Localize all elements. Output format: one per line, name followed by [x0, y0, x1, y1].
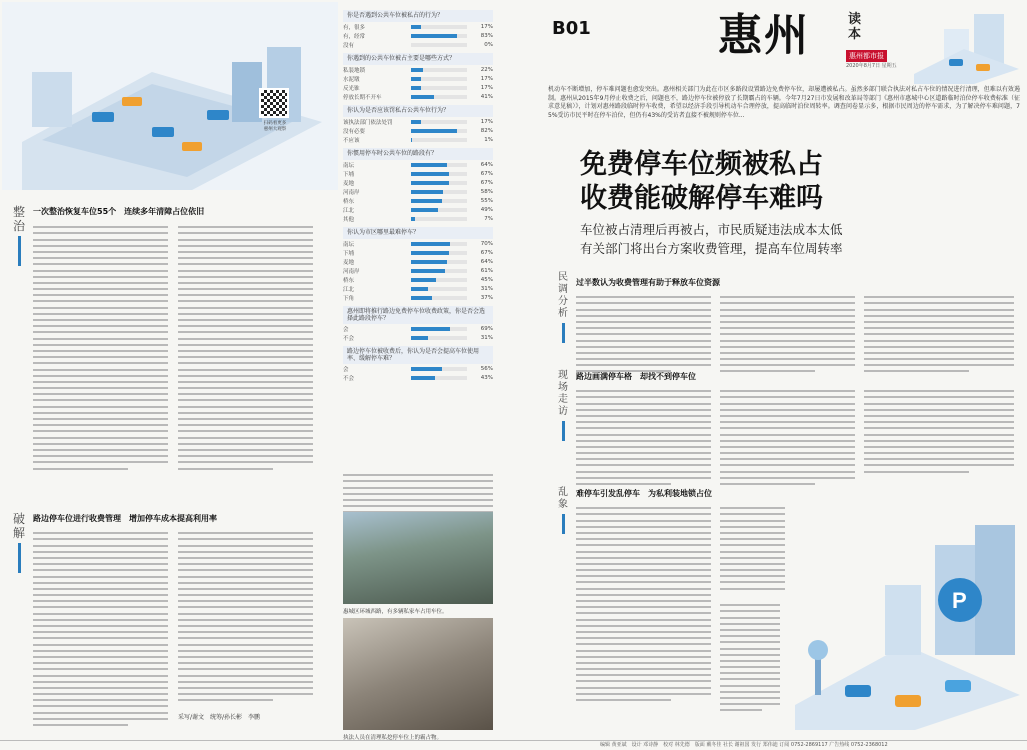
poll-percent: 56%: [480, 365, 493, 372]
section-label-poxie: [12, 512, 26, 573]
poll-option-label: 南坛: [343, 241, 355, 248]
poll-option-label: 私装地锁: [343, 67, 366, 74]
poll-row: [343, 324, 493, 333]
poll-bar-fill: [411, 129, 457, 133]
poll-bar-track: [411, 68, 467, 72]
parking-p-icon-art: [785, 505, 1023, 730]
poll-percent: 49%: [480, 206, 493, 213]
section-title-luanxiang: 难停车引发乱停车 为私利装地锁占位: [576, 489, 712, 498]
poll-row: [343, 205, 493, 214]
poll-bar-track: [411, 25, 467, 29]
label-bar: [18, 543, 21, 573]
poll-row: [343, 275, 493, 284]
label-bar: [562, 323, 565, 343]
poll-option-label: 有，经常: [343, 33, 366, 40]
city-parking-icon-art: [904, 4, 1022, 84]
poll-bar-fill: [411, 336, 428, 340]
poll-row: [343, 65, 493, 74]
poll-bar-track: [411, 367, 467, 371]
poll-percent: 1%: [484, 136, 493, 143]
svg-text:P: P: [952, 588, 967, 613]
poll-bar-fill: [411, 172, 449, 176]
section-title-poxie: 路边停车位进行收费管理 增加停车成本提高利用率: [33, 514, 217, 523]
poll-bar-track: [411, 260, 467, 264]
poll-option-label: 江北: [343, 286, 355, 293]
poll-bar-fill: [411, 120, 421, 124]
poll-option-label: 下埔: [343, 250, 355, 257]
poll-bar-track: [411, 129, 467, 133]
poll-bar-fill: [411, 296, 432, 300]
poll-row: [343, 257, 493, 266]
poll-percent: 31%: [480, 334, 493, 341]
poll-bar-track: [411, 376, 467, 380]
section-title-xianchang: 路边画满停车格 却找不到停车位: [576, 372, 696, 381]
poll-option-label: 停放长期不开车: [343, 94, 382, 101]
poll-option-label: 不应该: [343, 137, 360, 144]
poll-row: [343, 178, 493, 187]
poll-bar-fill: [411, 34, 457, 38]
poll-percent: 70%: [480, 240, 493, 247]
poll-percent: 22%: [480, 66, 493, 73]
label-bar: [562, 421, 565, 441]
poll-bar-track: [411, 296, 467, 300]
poll-bar-track: [411, 43, 467, 47]
poll-option-label: 没有必要: [343, 128, 366, 135]
poll-bar-track: [411, 217, 467, 221]
poll-bar-track: [411, 163, 467, 167]
section-label-xianchang: [556, 370, 570, 441]
poll-bar-fill: [411, 199, 442, 203]
poll-option-label: 没有: [343, 42, 355, 49]
section-label-minxun: [556, 272, 570, 343]
poll-bar-track: [411, 190, 467, 194]
poll-percent: 67%: [480, 170, 493, 177]
poll-row: [343, 284, 493, 293]
poll-percent: 55%: [480, 197, 493, 204]
poll-bar-track: [411, 269, 467, 273]
poll-row: [343, 196, 493, 205]
footer-text: 编辑 黄亚斌 设计 邓诗静 校对 林先德 版面 戴冬佳 社长 谢祖国 发行 郑伟迪 订阅 0752-2869117 广告热线 0752-2368012: [600, 742, 888, 748]
poll-bar-fill: [411, 77, 421, 81]
poll-question: 你认为市区哪里最难停车？: [343, 227, 493, 239]
poll-percent: 64%: [480, 258, 493, 265]
poll-row: [343, 92, 493, 101]
photo-caption-2: 执法人员在清理私挖停车位上的霸占物。: [343, 735, 443, 741]
body-text-col8: [864, 292, 1014, 377]
poll-bar-fill: [411, 138, 412, 142]
poll-option-label: 水泥墩: [343, 76, 360, 83]
poll-bar-fill: [411, 327, 450, 331]
headline-sub2: 有关部门将出台方案收费管理，提高车位周转率: [580, 241, 843, 256]
poll-option-label: 有，很多: [343, 24, 366, 31]
poll-bar-fill: [411, 190, 443, 194]
poll-bar-track: [411, 120, 467, 124]
label-text: 民调分析: [558, 272, 568, 319]
poll-bar-track: [411, 86, 467, 90]
poll-option-label: 南坛: [343, 162, 355, 169]
poll-row: [343, 373, 493, 382]
byline: 采写/谢文 统筹/孙长彬 李鹏: [178, 714, 261, 721]
top-right-illustration: [904, 4, 1022, 84]
poll-bar-track: [411, 242, 467, 246]
poll-row: [343, 266, 493, 275]
body-text-col9: [576, 386, 711, 489]
label-text: 破解: [12, 512, 25, 540]
poll-row: [343, 135, 493, 144]
poll-bar-fill: [411, 25, 421, 29]
poll-bar-track: [411, 199, 467, 203]
body-text-col10: [720, 386, 855, 489]
poll-percent: 17%: [480, 84, 493, 91]
bottom-right-illustration: [785, 505, 1023, 730]
poll-bar-track: [411, 77, 467, 81]
poll-percent: 61%: [480, 267, 493, 274]
poll-row: [343, 187, 493, 196]
poll-bar-track: [411, 278, 467, 282]
lead-paragraph: 机动车不断增加，停车难问题也愈发突出。惠州相关部门为此在市区多路段设置路边免费停车位，却屡遭被私占。虽然多部门联合执法对私占车位的情况进行清理，但难以有效遏制。惠州从2015年9月停止收费之后，问题也不，路边停车位被停放了长期霸占的车辆。今年7月27日市发展和改革局等部门《惠州市惠城中心区道路临时泊位停车收费标准（征求意见稿）》，计划对惠州路段临时停车收费，希望以经济手段引导机动车合理停放，提高临时泊位周转率。调查问卷显示多，根据市民周边的停车需求，为了解决停车难问题，75%受访市民平时在停车泊位，但仍有43%的受访者直接不被规则停车位...: [548, 86, 1020, 119]
poll-bar-fill: [411, 181, 449, 185]
poll-bar-track: [411, 138, 467, 142]
poll-row: [343, 333, 493, 342]
poll-question: 你认为是否应该罚私占公共车位行为？: [343, 105, 493, 117]
body-text-col7: [720, 292, 855, 377]
poll-percent: 17%: [480, 75, 493, 82]
poll-option-label: 江北: [343, 207, 355, 214]
label-text: 现场走访: [558, 370, 568, 417]
poll-bar-fill: [411, 269, 445, 273]
poll-bar-fill: [411, 208, 438, 212]
label-bar: [562, 514, 565, 534]
section-label-luanxiang: [556, 487, 570, 534]
poll-row: [343, 40, 493, 49]
headline-line1: 免费停车位频被私占: [580, 149, 823, 180]
poll-percent: 17%: [480, 118, 493, 125]
poll-bar-fill: [411, 86, 421, 90]
poll-percent: 83%: [480, 32, 493, 39]
poll-bar-fill: [411, 376, 435, 380]
poll-bar-track: [411, 336, 467, 340]
poll-percent: 37%: [480, 294, 493, 301]
poll-bar-fill: [411, 287, 428, 291]
masthead-subtitle: 惠州都市报: [846, 50, 887, 62]
poll-bar-track: [411, 327, 467, 331]
poll-row: [343, 74, 493, 83]
poll-bar-track: [411, 34, 467, 38]
body-text-col12: [576, 503, 711, 705]
poll-bar-fill: [411, 68, 423, 72]
headline-sub1: 车位被占清理后再被占，市民质疑违法成本太低: [580, 222, 843, 237]
poll-option-label: 会: [343, 366, 349, 373]
poll-row: [343, 169, 493, 178]
poll-row: [343, 83, 493, 92]
body-text-col11: [864, 386, 1014, 477]
body-text-col4: [178, 528, 313, 705]
poll-option-label: 桥东: [343, 198, 355, 205]
poll-bar-track: [411, 287, 467, 291]
poll-percent: 43%: [480, 374, 493, 381]
body-text-col3: [33, 528, 168, 730]
poll-option-label: 会: [343, 326, 349, 333]
poll-option-label: 河南岸: [343, 189, 360, 196]
poll-percent: 41%: [480, 93, 493, 100]
poll-bar-track: [411, 172, 467, 176]
poll-percent: 67%: [480, 249, 493, 256]
poll-bar-fill: [411, 163, 447, 167]
poll-percent: 17%: [480, 23, 493, 30]
poll-row: [343, 160, 493, 169]
poll-bar-fill: [411, 251, 449, 255]
body-text-col14: [720, 600, 780, 716]
poll-bar-fill: [411, 260, 447, 264]
poll-percent: 64%: [480, 161, 493, 168]
masthead-date: 2020年8月7日 星期五: [846, 63, 897, 69]
poll-row: [343, 31, 493, 40]
photo-caption-1: 惠城区环城西路，有多辆私家车占用车位。: [343, 609, 448, 615]
body-text-col1: [33, 222, 168, 474]
poll-row: [343, 126, 493, 135]
label-bar: [18, 236, 21, 266]
poll-question: 路边停车位被收费后，你认为是否会提高车位使用率、缓解停车难？: [343, 346, 493, 364]
poll-row: [343, 364, 493, 373]
poll-option-label: 反光锥: [343, 85, 360, 92]
poll-percent: 82%: [480, 127, 493, 134]
poll-option-label: 其他: [343, 216, 355, 223]
section-label-zhengzhi: [12, 205, 26, 266]
poll-percent: 0%: [484, 41, 493, 48]
label-text: 整治: [12, 205, 25, 233]
poll-row: [343, 22, 493, 31]
masthead-title: 惠州: [718, 10, 810, 61]
poll-percent: 67%: [480, 179, 493, 186]
section-title-zhengzhi: 一次整治恢复车位55个 连续多年清障占位依旧: [33, 207, 205, 216]
poll-bar-track: [411, 208, 467, 212]
poll-option-label: 麦地: [343, 259, 355, 266]
poll-question: 你是否遇到公共车位被私占的行为？: [343, 10, 493, 22]
poll-percent: 7%: [484, 215, 493, 222]
poll-percent: 31%: [480, 285, 493, 292]
poll-row: [343, 239, 493, 248]
poll-option-label: 该执法部门依法处罚: [343, 119, 393, 126]
section-title-minxun: 过半数认为收费管理有助于释放车位资源: [576, 278, 720, 287]
photo-parked-cars[interactable]: [343, 512, 493, 604]
poll-option-label: 河南岸: [343, 268, 360, 275]
poll-percent: 45%: [480, 276, 493, 283]
poll-option-label: 不会: [343, 375, 355, 382]
poll-option-label: 下埔: [343, 171, 355, 178]
poll-panel: [343, 6, 493, 466]
page-code: B01: [552, 18, 591, 39]
poll-row: [343, 248, 493, 257]
label-text: 乱象: [558, 487, 568, 510]
qr-code[interactable]: [259, 88, 289, 118]
masthead-side: 读本: [848, 12, 862, 42]
body-text-col6: [576, 292, 711, 377]
poll-option-label: 不会: [343, 335, 355, 342]
poll-option-label: 桥东: [343, 277, 355, 284]
poll-row: [343, 293, 493, 302]
poll-question: 你惯用停车时公共车位的路段有？: [343, 148, 493, 160]
poll-bar-fill: [411, 95, 434, 99]
poll-percent: 69%: [480, 325, 493, 332]
poll-bar-track: [411, 251, 467, 255]
photo-enforcement[interactable]: [343, 618, 493, 730]
poll-row: [343, 117, 493, 126]
poll-option-label: 下角: [343, 295, 355, 302]
poll-bar-track: [411, 95, 467, 99]
poll-bar-fill: [411, 278, 436, 282]
poll-row: [343, 214, 493, 223]
poll-bar-track: [411, 181, 467, 185]
poll-bar-fill: [411, 367, 442, 371]
poll-bar-fill: [411, 217, 415, 221]
body-text-col2: [178, 222, 313, 474]
headline-line2: 收费能破解停车难吗: [580, 183, 823, 214]
poll-bar-fill: [411, 242, 450, 246]
poll-percent: 58%: [480, 188, 493, 195]
poll-question: 你遇到的公共车位被占主要是哪些方式？: [343, 53, 493, 65]
poll-question: 惠州即将推行路边免费停车位收费政策，你是否会选择此路段停车？: [343, 306, 493, 324]
qr-caption: 扫码看更多 惠州大观察: [263, 121, 287, 132]
poll-option-label: 麦地: [343, 180, 355, 187]
